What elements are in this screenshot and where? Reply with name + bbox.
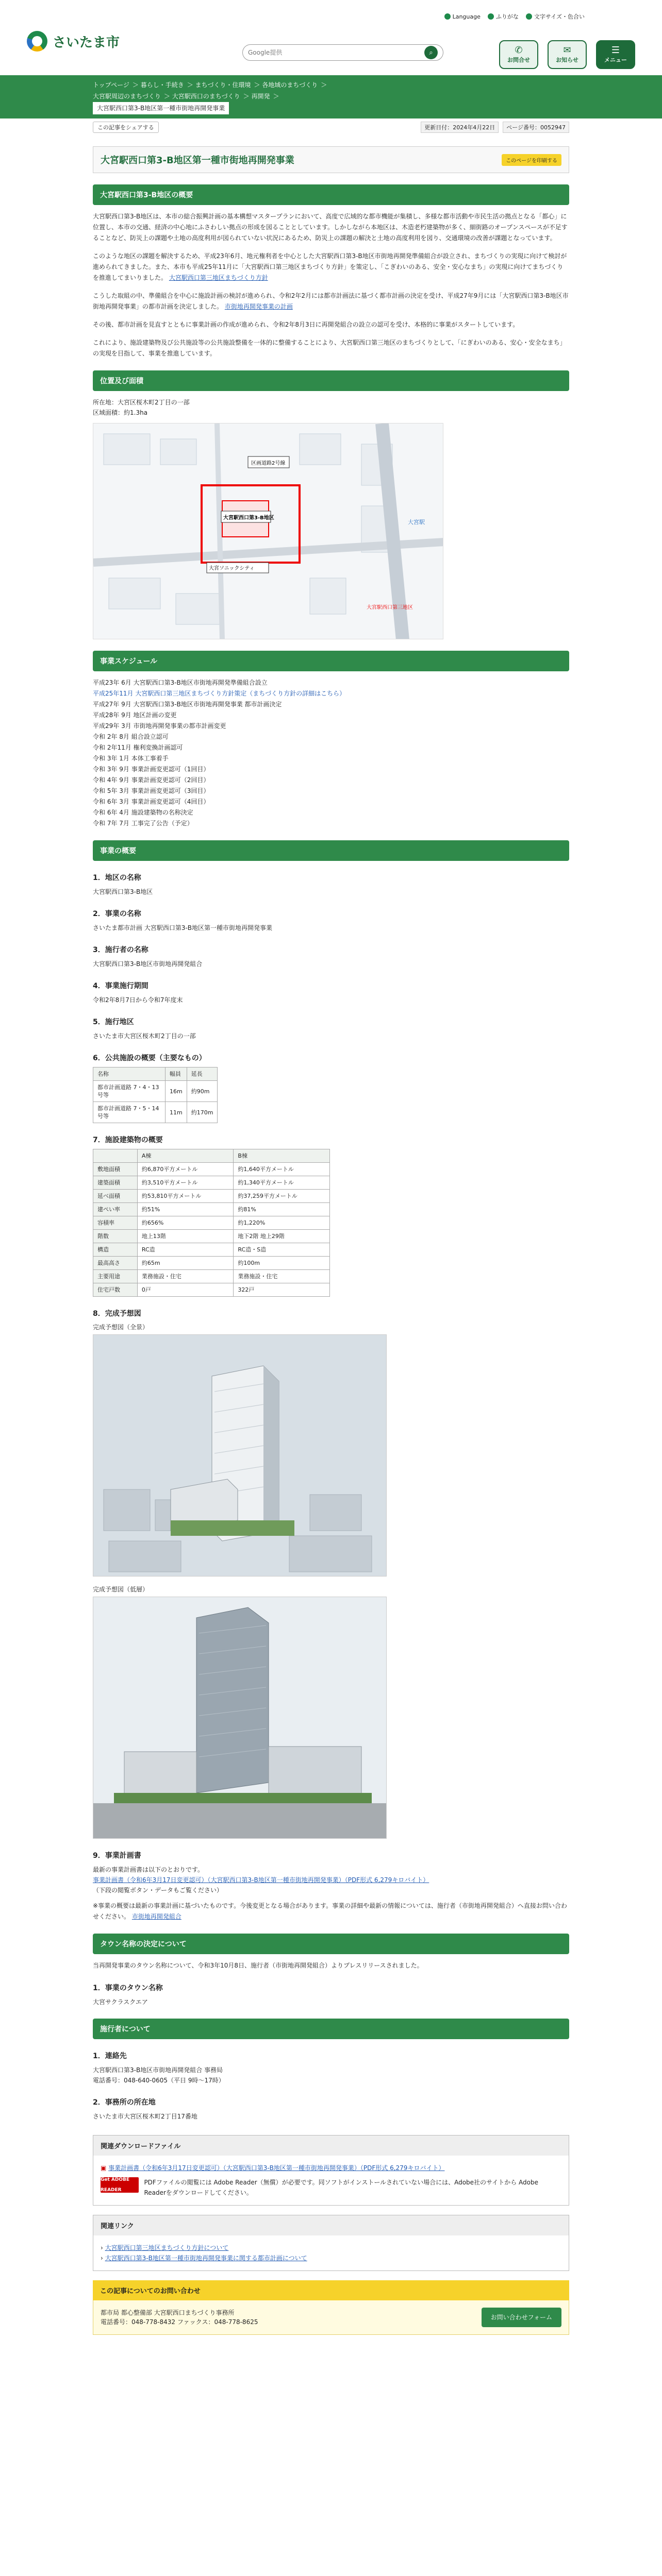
contact-org: 大宮駅西口第3-B地区市街地再開発組合 事務局 bbox=[93, 2066, 223, 2074]
table-row bbox=[93, 1163, 330, 1176]
inquiry-tel: 電話番号：048-778-8432 ファックス：048-778-8625 bbox=[101, 2318, 258, 2326]
subheading: 1．事業のタウン名称 bbox=[93, 1984, 163, 1992]
furigana-label: ふりがな bbox=[495, 13, 519, 20]
print-button[interactable]: このページを印刷する bbox=[502, 154, 561, 166]
image-caption: 完成予想図（全景） bbox=[93, 1324, 149, 1331]
breadcrumb-item[interactable]: まちづくり・住環境 bbox=[195, 81, 251, 89]
plan-doc-note: （下段の閲覧ボタン・データもご覧ください） bbox=[93, 1887, 223, 1894]
table-row-label: 延べ面積 bbox=[93, 1190, 138, 1203]
schedule-item: 令和 3年 9月 事業計画変更認可（1回目） bbox=[93, 766, 210, 773]
globe-icon bbox=[444, 13, 451, 20]
rendering-overall-image bbox=[93, 1334, 387, 1577]
district-name: 大宮駅西口第3-B地区 bbox=[93, 888, 153, 895]
subheading: 9．事業計画書 bbox=[93, 1852, 141, 1860]
inquiry-dept: 都市局 都心整備部 大宮駅西口まちづくり事務所 bbox=[101, 2309, 235, 2316]
sub-bar bbox=[0, 118, 662, 136]
section-heading: 施行者について bbox=[93, 2019, 569, 2039]
location-address: 所在地：大宮区桜木町2丁目の一部 bbox=[93, 399, 190, 406]
breadcrumb: トップページ ＞ 暮らし・手続き ＞ まちづくり・住環境 ＞ 各地域のまちづくり ＞ 大宮駅周辺のまちづくり ＞ 大宮駅西口のまちづくり ＞ 再開発 ＞ 大宮駅西口第3-B地区第一種市街地再開発事業 bbox=[0, 75, 662, 118]
table-row bbox=[93, 1270, 330, 1283]
table-cell: 都市計画道路 7・4・13号等 bbox=[93, 1081, 166, 1102]
office-address: さいたま市大宮区桜木町2丁目17番地 bbox=[93, 2113, 197, 2120]
table-cell: 11m bbox=[166, 1102, 187, 1123]
schedule-item: 平成27年 9月 大宮駅西口第3-B地区市街地再開発事業 都市計画決定 bbox=[93, 701, 282, 708]
table-row bbox=[93, 1257, 330, 1270]
table-cell: 業務施設・住宅 bbox=[137, 1270, 234, 1283]
subheading: 6．公共施設の概要（主要なもの） bbox=[93, 1054, 206, 1062]
subheading: 7．施設建築物の概要 bbox=[93, 1136, 163, 1144]
location-map bbox=[93, 423, 443, 639]
table-cell: 16m bbox=[166, 1081, 187, 1102]
subheading: 2．事務所の所在地 bbox=[93, 2098, 156, 2107]
table-cell: RC造 bbox=[137, 1243, 234, 1257]
inquiry-heading: この記事についてのお問い合わせ bbox=[93, 2280, 569, 2300]
table-row bbox=[93, 1176, 330, 1190]
plan-link[interactable]: 市街地再開発事業の計画 bbox=[224, 303, 293, 310]
updated-date: 更新日付：2024年4月22日 bbox=[421, 122, 499, 133]
table-cell: 約53,810平方メートル bbox=[137, 1190, 234, 1203]
town-name: 大宮サクラスクエア bbox=[93, 1998, 148, 2006]
schedule-item: 令和 7年 7月 工事完了公告（予定） bbox=[93, 820, 193, 827]
table-cell: 約170m bbox=[187, 1102, 218, 1123]
download-item bbox=[101, 2163, 561, 2173]
main-content bbox=[93, 143, 569, 2335]
table-cell: 約81% bbox=[234, 1203, 330, 1216]
rendering-lowrise-image bbox=[93, 1597, 387, 1839]
table-cell: 約3,510平方メートル bbox=[137, 1176, 234, 1190]
project-period: 令和2年8月7日から令和7年度末 bbox=[93, 996, 183, 1004]
building-table bbox=[93, 1149, 330, 1297]
breadcrumb-item[interactable]: 暮らし・手続き bbox=[140, 81, 184, 89]
overview-text: 大宮駅西口第3-B地区は、本市の総合振興計画の基本構想マスタープランにおいて、高度で広域的な都市機能が集積し、多様な都市活動や市民生活の拠点となる「都心」に位置し、本市の交通、経済の中心地にふさわしい拠点の形成を図ることとしています。しかしながら本地区は、木造老朽建築物が多く、細街路のオープンスペースが不足することなど、防災上の課題や土地の高度利用が図られていない状況にあるため、防災上の課題の解決と土地の高度利用を図り、交通環境の改善が課題となっています。 bbox=[93, 213, 568, 242]
table-row bbox=[93, 1243, 330, 1257]
policy-link[interactable]: 大宮駅西口第三地区まちづくり方針 bbox=[169, 274, 268, 281]
section-heading: 位置及び面積 bbox=[93, 370, 569, 391]
search-input[interactable] bbox=[248, 49, 424, 56]
table-cell: 約65m bbox=[137, 1257, 234, 1270]
menu-button[interactable] bbox=[596, 40, 635, 69]
adobe-note-text: PDFファイルの閲覧には Adobe Reader（無償）が必要です。同ソフトがインストールされていない場合には、Adobe社のサイトから Adobe Readerをダウンロードしてください。 bbox=[144, 2179, 538, 2196]
search-button[interactable] bbox=[424, 46, 438, 59]
overview-text: その後、都市計画を見直すとともに事業計画の作成が進められ、令和2年8月3日に再開発組合の設立の認可を受け、本格的に事業がスタートしています。 bbox=[93, 321, 519, 328]
table-cell: RC造・S造 bbox=[234, 1243, 330, 1257]
header-buttons bbox=[499, 40, 635, 69]
breadcrumb-item[interactable]: 大宮駅西口のまちづくり bbox=[172, 93, 240, 100]
schedule-item: 令和 4年 9月 事業計画変更認可（2回目） bbox=[93, 776, 210, 784]
consult-label: お問合せ bbox=[507, 57, 530, 63]
table-row bbox=[93, 1190, 330, 1203]
related-links-box bbox=[93, 2215, 569, 2271]
plan-doc-link-row bbox=[93, 1875, 569, 1885]
notice-label: お知らせ bbox=[556, 57, 578, 63]
table-row bbox=[93, 1102, 218, 1123]
plan-doc-note bbox=[93, 1901, 569, 1922]
overview-text bbox=[93, 291, 569, 312]
chat-icon: ✆ bbox=[515, 45, 523, 56]
plan-doc-link[interactable]: 事業計画書（令和6年3月17日変更認可）（大宮駅西口第3-B地区第一種市街地再開発事業）（PDF形式 6,279キロバイト） bbox=[93, 1876, 429, 1884]
subheading: 4．事業施行期間 bbox=[93, 982, 148, 990]
consult-button[interactable] bbox=[499, 40, 538, 69]
search-icon: ⌕ bbox=[429, 48, 433, 57]
section-heading: 事業の概要 bbox=[93, 840, 569, 861]
table-cell: 約1,220% bbox=[234, 1216, 330, 1230]
table-cell: 約90m bbox=[187, 1081, 218, 1102]
table-cell: 地上13階 bbox=[137, 1230, 234, 1243]
ruby-icon bbox=[488, 13, 494, 20]
table-row-label: 住宅戸数 bbox=[93, 1283, 138, 1297]
table-row bbox=[93, 1283, 330, 1297]
bell-icon: ✉ bbox=[563, 45, 571, 56]
site-name: さいたま市 bbox=[53, 35, 120, 50]
table-cell: 都市計画道路 7・5・14号等 bbox=[93, 1102, 166, 1123]
overview-text-span: こうした取組の中、準備組合を中心に施設計画の検討が進められ、令和2年2月には都市計画法に基づく都市計画の決定を受け、平成27年9月には「大宮駅西口第3-B地区市街地再開発事業」の都市計画を決定しました。 bbox=[93, 292, 569, 310]
image-caption: 完成予想図（低層） bbox=[93, 1586, 149, 1593]
map-label: 大宮駅西口第三地区 bbox=[367, 605, 413, 611]
public-facilities-table bbox=[93, 1067, 218, 1123]
table-cell: 0戸 bbox=[137, 1283, 234, 1297]
language-label: Language bbox=[452, 13, 481, 20]
table-cell: 約1,640平方メートル bbox=[234, 1163, 330, 1176]
page-title-box bbox=[93, 146, 569, 173]
map-label: 大宮ソニックシティ bbox=[209, 566, 255, 571]
map-label: 大宮駅西口第3-B地区 bbox=[223, 515, 274, 521]
related-link[interactable]: 大宮駅西口第3-B地区第一種市街地再開発事業に関する都市計画について bbox=[105, 2255, 307, 2262]
schedule-item: 平成25年11月 大宮駅西口第三地区まちづくり方針策定（まちづくり方針の詳細はこちら） bbox=[93, 690, 346, 697]
plan-doc-text: 最新の事業計画書は以下のとおりです。 bbox=[93, 1866, 204, 1873]
related-heading: 関連リンク bbox=[93, 2215, 569, 2235]
table-cell: 約37,259平方メートル bbox=[234, 1190, 330, 1203]
site-header bbox=[0, 7, 662, 75]
breadcrumb-item[interactable]: 各地域のまちづくり bbox=[262, 81, 318, 89]
inquiry-form-button[interactable]: お問い合わせフォーム bbox=[482, 2308, 561, 2327]
rendering-lowrise-drawing bbox=[93, 1597, 387, 1839]
schedule-item: 令和 2年 8月 組合設立認可 bbox=[93, 733, 169, 740]
table-header: A棟 bbox=[137, 1149, 234, 1163]
schedule-item: 令和 6年 3月 事業計画変更認可（4回目） bbox=[93, 798, 210, 805]
map-label: 区画道路2号線 bbox=[251, 461, 286, 466]
subheading: 1．地区の名称 bbox=[93, 874, 141, 882]
download-link[interactable]: 事業計画書（令和6年3月17日変更認可）（大宮駅西口第3-B地区第一種市街地再開発事業）（PDF形式 6,279キロバイト） bbox=[108, 2164, 445, 2172]
table-row-label: 構造 bbox=[93, 1243, 138, 1257]
furigana-link[interactable] bbox=[488, 12, 519, 21]
section-heading: 大宮駅西口第3-B地区の概要 bbox=[93, 184, 569, 205]
project-area: さいたま市大宮区桜木町2丁目の一部 bbox=[93, 1032, 196, 1040]
table-row bbox=[93, 1216, 330, 1230]
map-label: 大宮駅 bbox=[408, 519, 425, 526]
table-header-row bbox=[93, 1149, 330, 1163]
table-row bbox=[93, 1230, 330, 1243]
subheading: 1．連絡先 bbox=[93, 2052, 127, 2060]
schedule-item: 令和 5年 3月 事業計画変更認可（3回目） bbox=[93, 787, 210, 794]
section-heading: タウン名称の決定について bbox=[93, 1934, 569, 1954]
site-logo[interactable] bbox=[27, 31, 120, 52]
table-cell: 業務施設・住宅 bbox=[234, 1270, 330, 1283]
schedule-item: 令和 2年11月 権利変換計画認可 bbox=[93, 744, 183, 751]
table-row bbox=[93, 1081, 218, 1102]
notice-button[interactable] bbox=[548, 40, 587, 69]
schedule-item: 令和 6年 4月 施設建築物の名称決定 bbox=[93, 809, 193, 816]
subheading: 8．完成予想図 bbox=[93, 1310, 141, 1318]
language-link[interactable] bbox=[444, 12, 481, 21]
schedule-item: 平成23年 6月 大宮駅西口第3-B地区市街地再開発準備組合設立 bbox=[93, 679, 268, 686]
text-size-label: 文字サイズ・色合い bbox=[534, 13, 585, 20]
pdf-icon: ▣ bbox=[101, 2164, 109, 2172]
schedule-item: 令和 3年 1月 本体工事着手 bbox=[93, 755, 169, 762]
adobe-reader-badge[interactable]: Get ADOBE READER bbox=[101, 2177, 139, 2193]
schedule-item: 平成28年 9月 地区計画の変更 bbox=[93, 711, 177, 719]
related-link[interactable]: 大宮駅西口第三地区まちづくり方針について bbox=[105, 2244, 229, 2251]
text-size-link[interactable] bbox=[526, 12, 585, 21]
subheading: 5．施行地区 bbox=[93, 1018, 134, 1026]
table-header: 名称 bbox=[93, 1067, 166, 1081]
table-row-label: 建ぺい率 bbox=[93, 1203, 138, 1216]
table-cell: 約51% bbox=[137, 1203, 234, 1216]
breadcrumb-current: 大宮駅西口第3-B地区第一種市街地再開発事業 bbox=[93, 102, 229, 114]
overview-text: これにより、施設建築物及び公共施設等の公共施設整備を一体的に整備することにより、大宮駅西口第三地区のまちづくりとして、「にぎわいのある、安心・安全なまち」の実現を目指して、事業を推進しています。 bbox=[93, 339, 566, 357]
table-row-label: 建築面積 bbox=[93, 1176, 138, 1190]
table-row bbox=[93, 1203, 330, 1216]
table-row-label: 階数 bbox=[93, 1230, 138, 1243]
site-search bbox=[242, 44, 443, 61]
page-title: 大宮駅西口第3-B地区第一種市街地再開発事業 bbox=[101, 155, 294, 166]
table-cell: 約1,340平方メートル bbox=[234, 1176, 330, 1190]
utility-nav bbox=[444, 12, 585, 21]
table-cell: 約100m bbox=[234, 1257, 330, 1270]
table-header bbox=[93, 1149, 138, 1163]
subheading: 3．施行者の名称 bbox=[93, 946, 148, 954]
plan-doc-note-span: ※事業の概要は最新の事業計画に基づいたものです。今後変更となる場合があります。事業の詳細や最新の情報については、施行者（市街地再開発組合）へ直接お問い合わせください。 bbox=[93, 1902, 567, 1920]
schedule-list bbox=[93, 677, 569, 829]
inquiry-box bbox=[93, 2300, 569, 2335]
overview-text bbox=[93, 251, 569, 283]
table-cell: 地下2階 地上29階 bbox=[234, 1230, 330, 1243]
menu-label: メニュー bbox=[604, 57, 627, 63]
table-header: B棟 bbox=[234, 1149, 330, 1163]
contact-tel: 電話番号：048-640-0605（平日 9時〜17時） bbox=[93, 2077, 225, 2084]
share-button[interactable]: この記事をシェアする bbox=[93, 122, 159, 133]
subheading: 2．事業の名称 bbox=[93, 910, 141, 918]
download-box bbox=[93, 2135, 569, 2206]
table-cell: 約6,870平方メートル bbox=[137, 1163, 234, 1176]
section-heading: 事業スケジュール bbox=[93, 651, 569, 671]
download-heading: 関連ダウンロードファイル bbox=[93, 2136, 569, 2156]
breadcrumb-item[interactable]: 再開発 bbox=[251, 93, 270, 100]
page-id: ページ番号：0052947 bbox=[503, 122, 569, 133]
schedule-item: 平成29年 3月 市街地再開発事業の都市計画変更 bbox=[93, 722, 226, 730]
table-row-label: 主要用途 bbox=[93, 1270, 138, 1283]
town-name-text: 当再開発事業のタウン名称について、令和3年10月8日、施行者（市街地再開発組合）よりプレスリリースされました。 bbox=[93, 1962, 423, 1969]
table-header: 幅員 bbox=[166, 1067, 187, 1081]
text-size-icon bbox=[526, 13, 532, 20]
table-row-label: 敷地面積 bbox=[93, 1163, 138, 1176]
rendering-overall-drawing bbox=[93, 1335, 387, 1577]
city-emblem-icon bbox=[27, 31, 47, 52]
table-header: 延長 bbox=[187, 1067, 218, 1081]
map-drawing bbox=[93, 423, 443, 639]
table-header-row bbox=[93, 1067, 218, 1081]
related-item: › 大宮駅西口第3-B地区第一種市街地再開発事業に関する都市計画について bbox=[101, 2255, 307, 2262]
related-item: › 大宮駅西口第三地区まちづくり方針について bbox=[101, 2244, 229, 2251]
table-row-label: 容積率 bbox=[93, 1216, 138, 1230]
menu-icon: ☰ bbox=[611, 45, 620, 56]
overview-text-span: このような地区の課題を解決するため、平成23年6月、地元権利者を中心とした大宮駅西口第3-B地区市街地再開発準備組合が設立され、まちづくりの実現に向けて検討が進められてきました。また、本市も平成25年11月に「大宮駅西口第三地区まちづくり方針」を策定し、「こぎわいのある、安全・安心なまち」の実現に向けてまちづくりを推進してまいりました。 bbox=[93, 252, 567, 281]
breadcrumb-item[interactable]: 大宮駅周辺のまちづくり bbox=[93, 93, 161, 100]
association-link[interactable]: 市街地再開発組合 bbox=[131, 1913, 181, 1920]
executor-name: 大宮駅西口第3-B地区市街地再開発組合 bbox=[93, 960, 203, 968]
table-row-label: 最高高さ bbox=[93, 1257, 138, 1270]
location-area: 区域面積：約1.3ha bbox=[93, 409, 148, 416]
table-cell: 約656% bbox=[137, 1216, 234, 1230]
project-name: さいたま都市計画 大宮駅西口第3-B地区第一種市街地再開発事業 bbox=[93, 924, 273, 931]
table-cell: 322戸 bbox=[234, 1283, 330, 1297]
breadcrumb-item[interactable]: トップページ bbox=[93, 81, 129, 89]
adobe-note bbox=[101, 2177, 561, 2198]
